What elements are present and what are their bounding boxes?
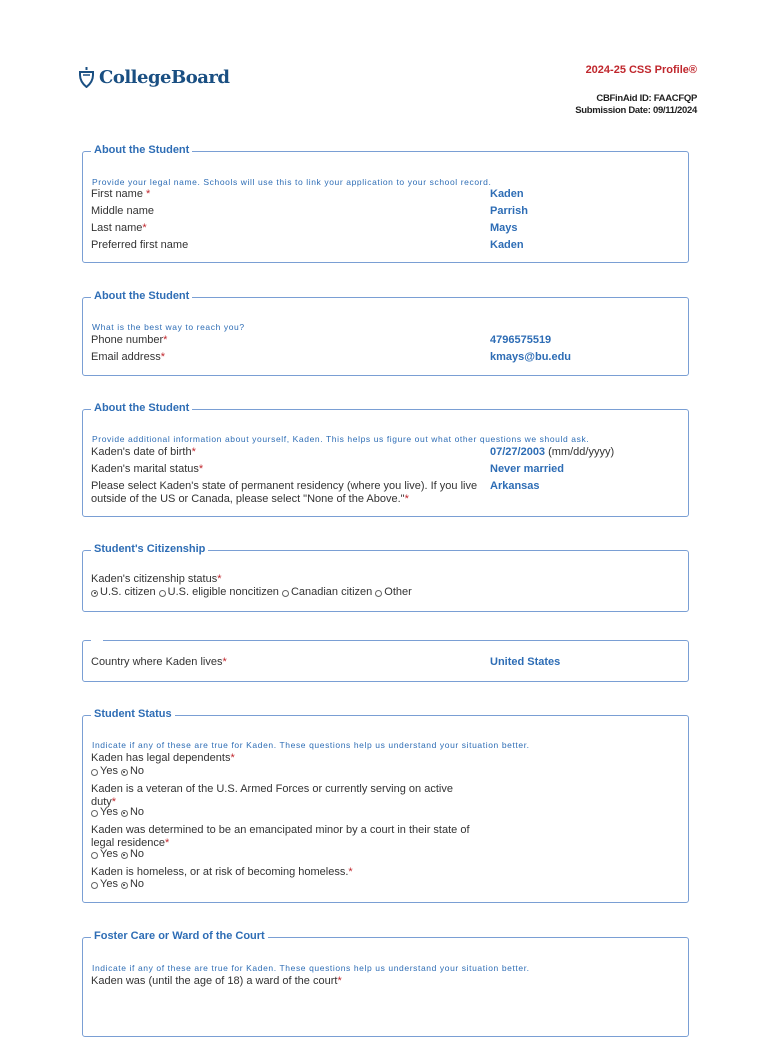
- dob-label: Kaden's date of birth*: [91, 446, 196, 458]
- preferred-name-value: Kaden: [490, 239, 524, 251]
- country-value: United States: [490, 656, 561, 668]
- radio-icon: [282, 590, 289, 597]
- option-yes[interactable]: Yes: [91, 878, 118, 890]
- radio-icon: [91, 882, 98, 889]
- legal-dependents-label: Kaden has legal dependents*: [91, 752, 235, 764]
- section-title: About the Student: [91, 289, 192, 303]
- option-no[interactable]: No: [121, 806, 144, 818]
- phone-value: 4796575519: [490, 334, 552, 346]
- veteran-options: [91, 806, 147, 818]
- radio-icon: [91, 852, 98, 859]
- option-yes[interactable]: Yes: [91, 765, 118, 777]
- citizenship-options: [91, 586, 415, 598]
- option-no[interactable]: No: [121, 765, 144, 777]
- option-no[interactable]: No: [121, 848, 144, 860]
- residency-value: Arkansas: [490, 480, 540, 492]
- first-name-value: Kaden: [490, 188, 524, 200]
- first-name-label: First name *: [91, 188, 151, 200]
- radio-icon: [91, 769, 98, 776]
- section-country: [82, 640, 689, 682]
- section-additional-info: [82, 402, 689, 517]
- radio-icon: [159, 590, 166, 597]
- section-title-empty: [91, 632, 103, 646]
- citizenship-option[interactable]: Canadian citizen: [282, 586, 372, 598]
- radio-icon: [91, 810, 98, 817]
- email-value: kmays@bu.edu: [490, 351, 572, 363]
- phone-label: Phone number*: [91, 334, 168, 346]
- section-helper: What is the best way to reach you?: [92, 322, 245, 332]
- section-helper: Provide additional information about yourself, Kaden. This helps us figure out what other questions we should ask.: [92, 434, 590, 444]
- country-label: Country where Kaden lives*: [91, 656, 227, 668]
- radio-selected-icon: [121, 882, 128, 889]
- section-title: Student's Citizenship: [91, 542, 208, 556]
- submission-date: Submission Date: 09/11/2024: [575, 105, 697, 116]
- middle-name-value: Parrish: [490, 205, 528, 217]
- radio-selected-icon: [91, 590, 98, 597]
- preferred-name-label: Preferred first name: [91, 239, 189, 251]
- citizenship-option[interactable]: U.S. eligible noncitizen: [159, 586, 279, 598]
- profile-title: 2024-25 CSS Profile®: [585, 64, 697, 76]
- homeless-label: Kaden is homeless, or at risk of becoming homeless.*: [91, 866, 353, 878]
- section-helper: Indicate if any of these are true for Kaden. These questions help us understand your situation better.: [92, 740, 530, 750]
- emancipated-minor-label: Kaden was determined to be an emancipated minor by a court in their state of legal residence*: [91, 824, 470, 849]
- section-helper: Provide your legal name. Schools will use this to link your application to your school record.: [92, 177, 492, 187]
- section-legal-name: [82, 144, 689, 263]
- marital-status-label: Kaden's marital status*: [91, 463, 204, 475]
- radio-selected-icon: [121, 852, 128, 859]
- option-yes[interactable]: Yes: [91, 806, 118, 818]
- radio-selected-icon: [121, 769, 128, 776]
- radio-selected-icon: [121, 810, 128, 817]
- brand-name: CollegeBoard: [99, 66, 230, 88]
- section-title: Student Status: [91, 707, 175, 721]
- acorn-icon: [78, 66, 95, 88]
- dob-value: 07/27/2003 (mm/dd/yyyy): [490, 446, 615, 458]
- ward-of-court-label: Kaden was (until the age of 18) a ward of the court*: [91, 975, 342, 987]
- section-contact: [82, 290, 689, 376]
- marital-status-value: Never married: [490, 463, 564, 475]
- collegeboard-logo: [78, 66, 229, 88]
- middle-name-label: Middle name: [91, 205, 154, 217]
- citizenship-option[interactable]: U.S. citizen: [91, 586, 156, 598]
- option-yes[interactable]: Yes: [91, 848, 118, 860]
- homeless-options: [91, 878, 147, 890]
- citizenship-option[interactable]: Other: [375, 586, 412, 598]
- section-title: Foster Care or Ward of the Court: [91, 929, 268, 943]
- option-no[interactable]: No: [121, 878, 144, 890]
- last-name-label: Last name*: [91, 222, 147, 234]
- legal-dependents-options: [91, 765, 147, 777]
- section-foster-care: [82, 930, 689, 1037]
- section-helper: Indicate if any of these are true for Kaden. These questions help us understand your situation better.: [92, 963, 530, 973]
- residency-label: Please select Kaden's state of permanent residency (where you live). If you live outside of the US or Canada, please select "None of the Above."*: [91, 480, 478, 505]
- radio-icon: [375, 590, 382, 597]
- section-student-status: [82, 708, 689, 903]
- citizenship-label: Kaden's citizenship status*: [91, 573, 222, 585]
- cbfinaid-id: CBFinAid ID: FAACFQP: [596, 93, 697, 104]
- section-title: About the Student: [91, 401, 192, 415]
- veteran-label: Kaden is a veteran of the U.S. Armed Forces or currently serving on active duty*: [91, 783, 453, 808]
- section-title: About the Student: [91, 143, 192, 157]
- emancipated-minor-options: [91, 848, 147, 860]
- last-name-value: Mays: [490, 222, 518, 234]
- email-label: Email address*: [91, 351, 165, 363]
- section-citizenship: [82, 543, 689, 612]
